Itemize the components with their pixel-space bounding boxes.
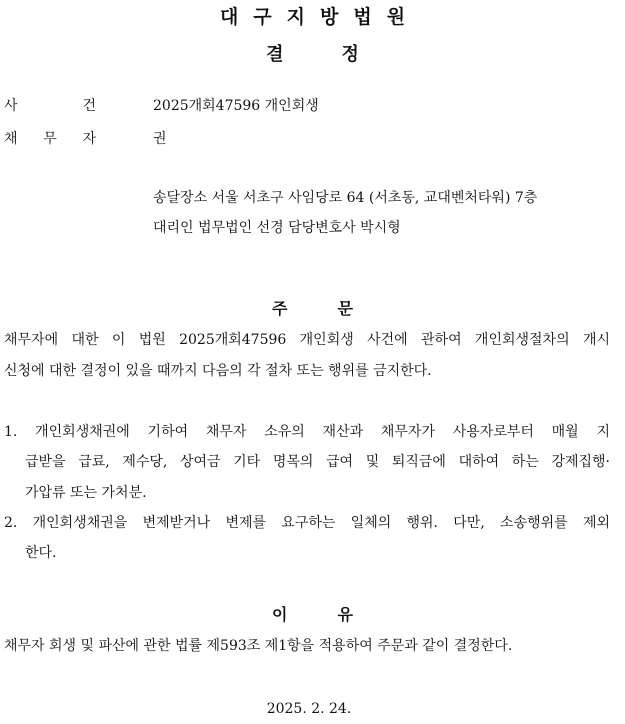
order-item-2-line: 한다. xyxy=(25,545,57,561)
debtor-name: 권 xyxy=(153,131,167,147)
order-item-2-line: 2. 개인회생채권을 변제받거나 변제를 요구하는 일체의 행위. 다만, 소송행위를 제외 xyxy=(4,515,610,531)
legal-agent: 대리인 법무법인 선경 담당변호사 박시형 xyxy=(153,220,401,236)
case-number: 2025개회47596 개인회생 xyxy=(153,98,319,114)
case-label-char: 건 xyxy=(82,98,96,114)
order-item-1-line: 1. 개인회생채권에 기하여 채무자 소유의 재산과 채무자가 사용자로부터 매월 지 xyxy=(4,424,610,440)
court-name: 대구지방법원 xyxy=(219,6,421,28)
case-label xyxy=(4,95,96,115)
reason-text: 채무자 회생 및 파산에 관한 법률 제593조 제1항을 적용하여 주문과 같이 결정한다. xyxy=(4,638,513,654)
order-item-1-line: 가압류 또는 가처분. xyxy=(25,485,147,501)
order-item-1-line: 급받을 급료, 제수당, 상여금 기타 명목의 급여 및 퇴직금에 대하여 하는 강제집행· xyxy=(25,454,610,470)
debtor-label-char: 무 xyxy=(43,131,57,147)
service-address: 송달장소 서울 서초구 사임당로 64 (서초동, 교대벤처타워) 7층 xyxy=(153,190,538,206)
document-title: 결정 xyxy=(266,44,417,65)
case-label-char: 사 xyxy=(4,98,18,114)
debtor-label-char: 채 xyxy=(4,131,18,147)
debtor-label xyxy=(4,128,96,148)
reason-title: 이유 xyxy=(272,605,403,624)
order-intro-line: 채무자에 대한 이 법원 2025개회47596 개인회생 사건에 관하여 개인회생절차의 개시 xyxy=(4,332,610,348)
decision-date: 2025. 2. 24. xyxy=(266,701,352,717)
order-title: 주문 xyxy=(272,299,403,318)
order-intro-line: 신청에 대한 결정이 있을 때까지 다음의 각 절차 또는 행위를 금지한다. xyxy=(4,363,432,379)
debtor-label-char: 자 xyxy=(82,131,96,147)
